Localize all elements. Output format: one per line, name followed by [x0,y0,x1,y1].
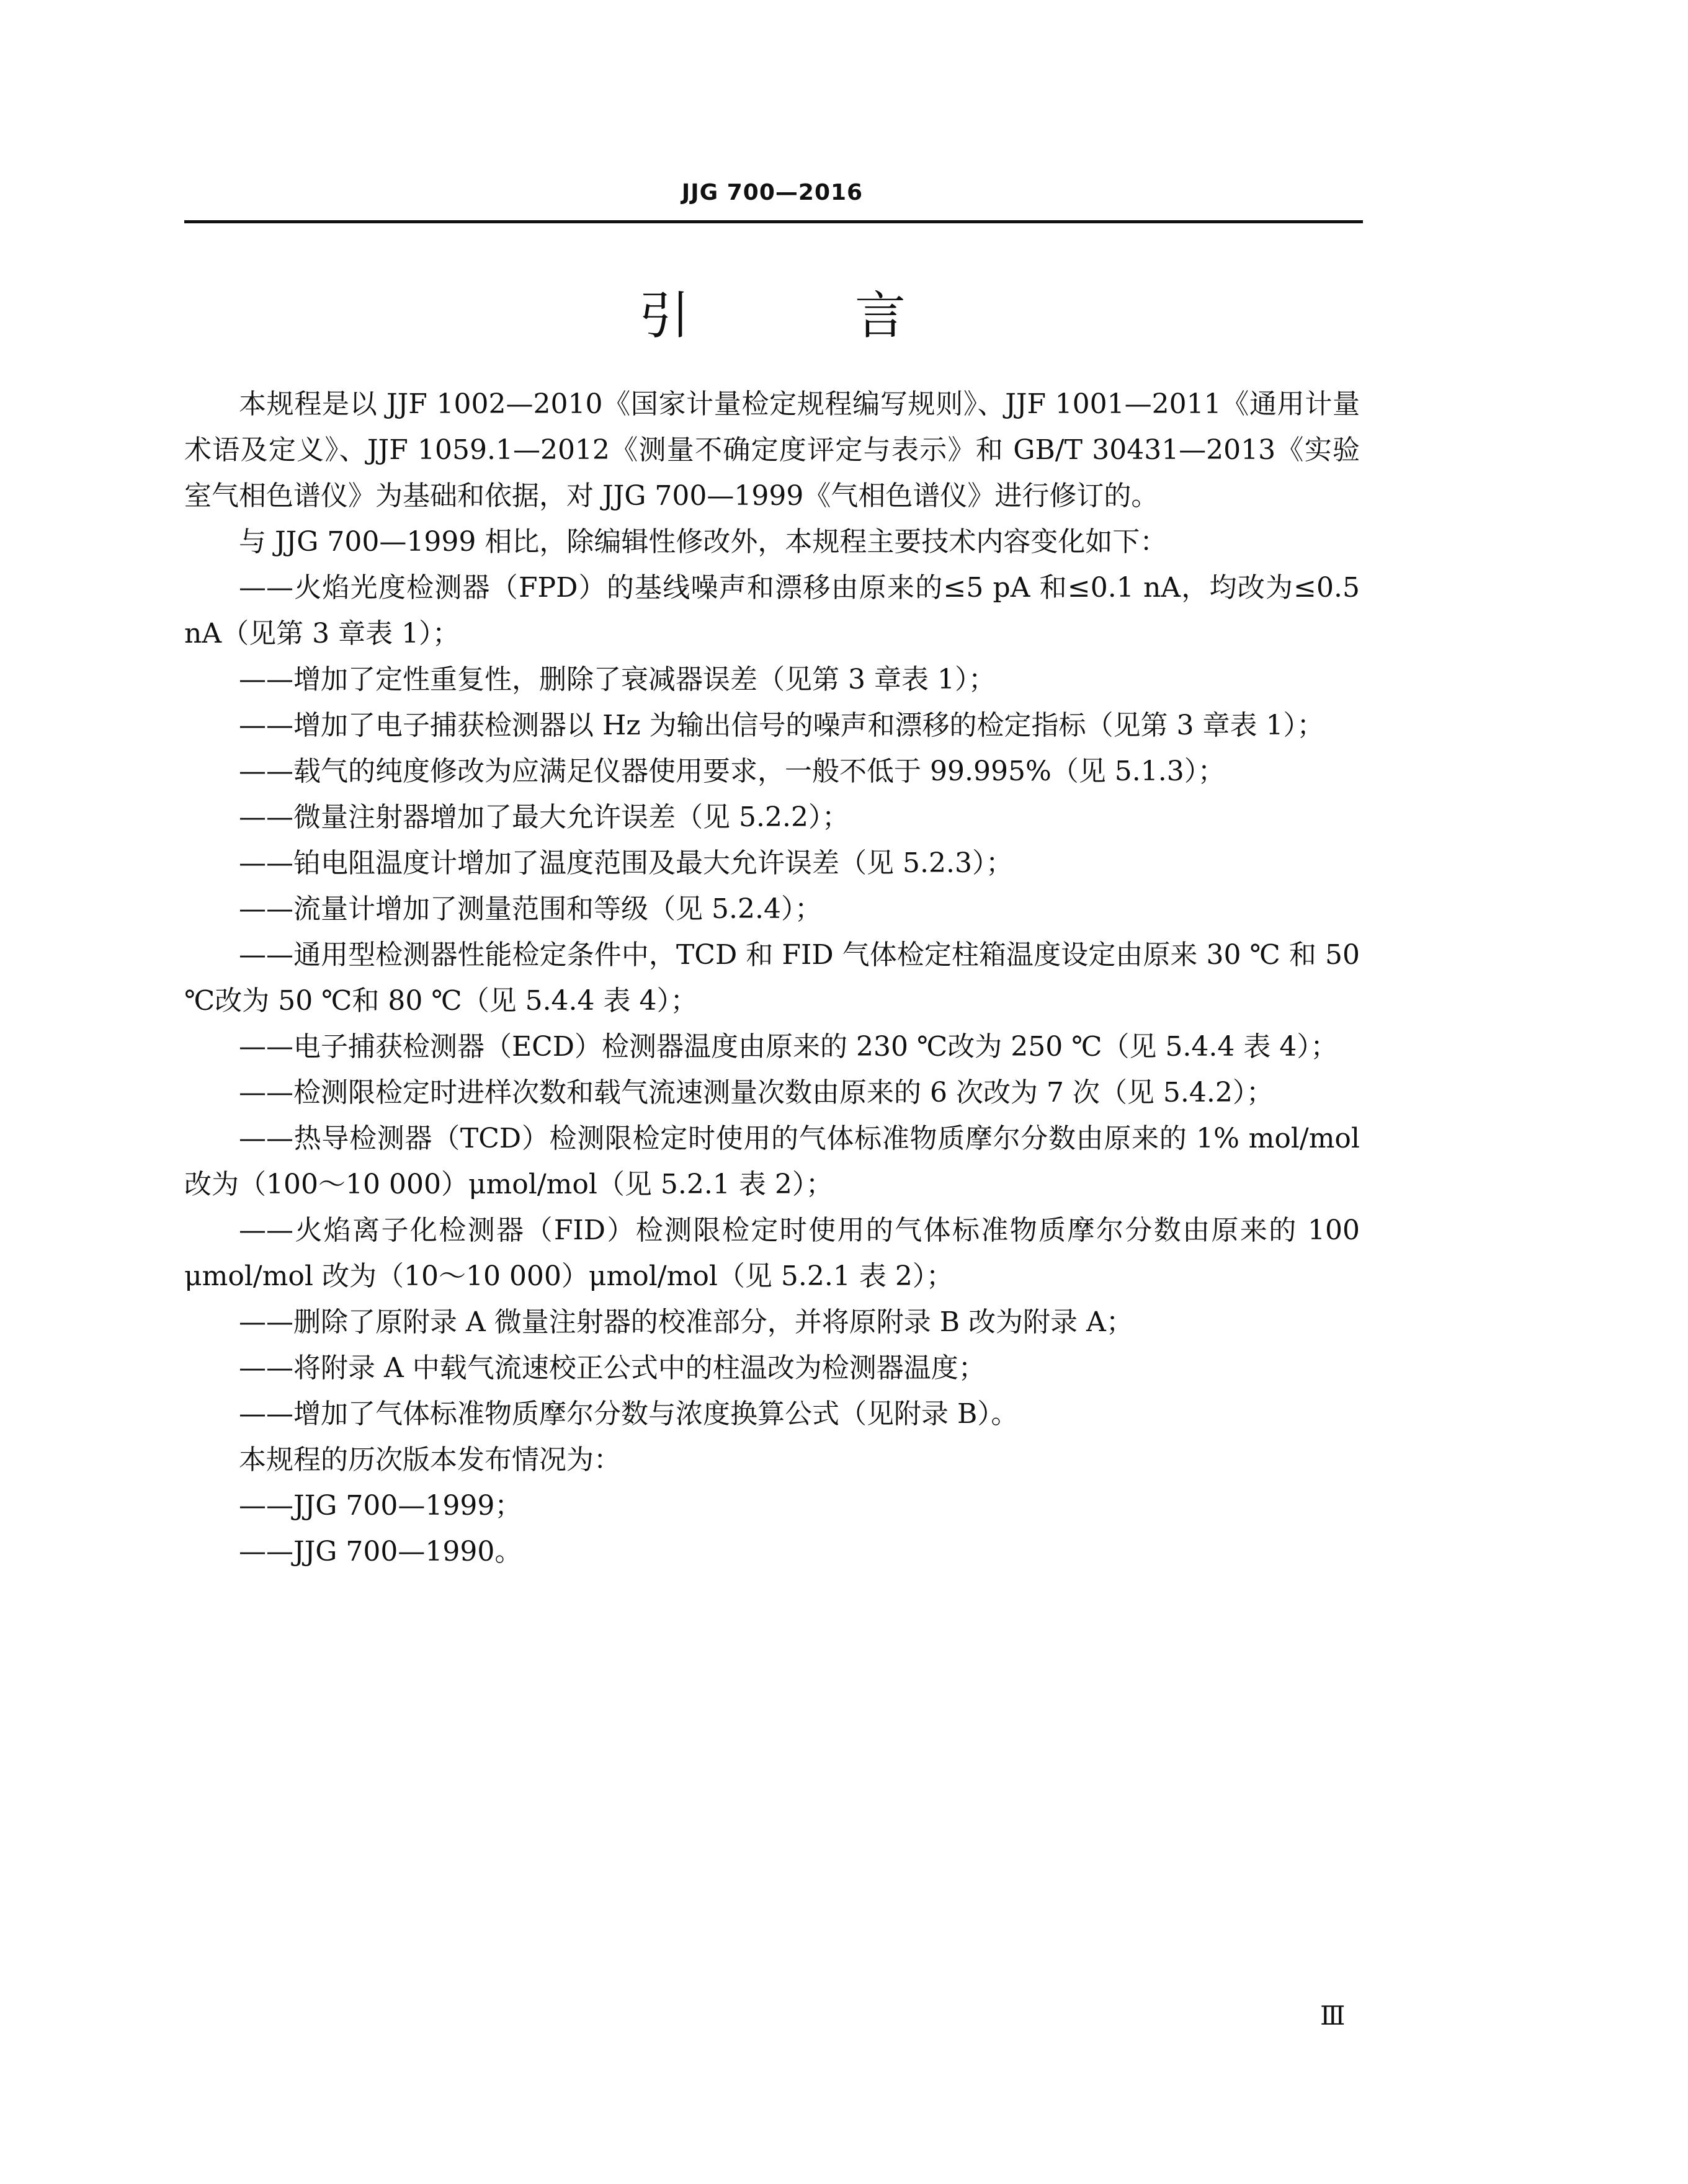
change-item: ——火焰离子化检测器（FID）检测限检定时使用的气体标准物质摩尔分数由原来的 100 μmol/mol 改为（10～10 000）μmol/mol（见 5.2.1 表 2）； [184,1215,1360,1292]
change-item: ——电子捕获检测器（ECD）检测器温度由原来的 230 ℃改为 250 ℃（见 5.4.4 表 4）； [239,1031,1338,1063]
change-item: ——流量计增加了测量范围和等级（见 5.2.4）； [239,893,822,925]
header-divider [184,220,1363,223]
change-item: ——铂电阻温度计增加了温度范围及最大允许误差（见 5.2.3）； [239,847,1013,879]
paragraph: 本规程的历次版本发布情况为： [239,1444,621,1476]
change-item: ——增加了气体标准物质摩尔分数与浓度换算公式（见附录 B）。 [239,1398,1019,1430]
paragraph: 与 JJG 700—1999 相比，除编辑性修改外，本规程主要技术内容变化如下： [239,526,1168,558]
body-text [184,381,1360,1575]
standard-code-header: JJG 700—2016 [681,180,864,205]
change-item: ——增加了电子捕获检测器以 Hz 为输出信号的噪声和漂移的检定指标（见第 3 章表 1）； [239,710,1324,741]
change-item: ——微量注射器增加了最大允许误差（见 5.2.2）； [239,801,849,833]
change-item: ——检测限检定时进样次数和载气流速测量次数由原来的 6 次改为 7 次（见 5.4.2）； [239,1077,1274,1108]
change-item: ——通用型检测器性能检定条件中，TCD 和 FID 气体检定柱箱温度设定由原来 30 ℃ 和 50 ℃改为 50 ℃和 80 ℃（见 5.4.4 表 4）； [184,939,1360,1017]
page-title: 引 言 [638,287,981,345]
page-number: Ⅲ [1320,2000,1346,2031]
change-item: ——热导检测器（TCD）检测限检定时使用的气体标准物质摩尔分数由原来的 1% mol/mol 改为（100～10 000）μmol/mol（见 5.2.1 表 2）； [184,1123,1360,1200]
version-item: ——JJG 700—1990。 [239,1536,522,1567]
paragraph: 本规程是以 JJF 1002—2010《国家计量检定规程编写规则》、JJF 1001—2011《通用计量术语及定义》、JJF 1059.1—2012《测量不确定度评定与表示》和 GB/T 30431—2013《实验室气相色谱仪》为基础和依据，对 JJG 700—1999《气相色谱仪》进行修订的。 [184,388,1360,512]
change-item: ——载气的纯度修改为应满足仪器使用要求，一般不低于 99.995%（见 5.1.3）； [239,755,1225,787]
change-item: ——将附录 A 中载气流速校正公式中的柱温改为检测器温度； [239,1352,986,1384]
change-item: ——删除了原附录 A 微量注射器的校准部分，并将原附录 B 改为附录 A； [239,1306,1133,1338]
version-item: ——JJG 700—1999； [239,1490,522,1522]
change-item: ——增加了定性重复性，删除了衰减器误差（见第 3 章表 1）； [239,664,996,695]
change-item: ——火焰光度检测器（FPD）的基线噪声和漂移由原来的≤5 pA 和≤0.1 nA，均改为≤0.5 nA（见第 3 章表 1）； [184,572,1360,649]
